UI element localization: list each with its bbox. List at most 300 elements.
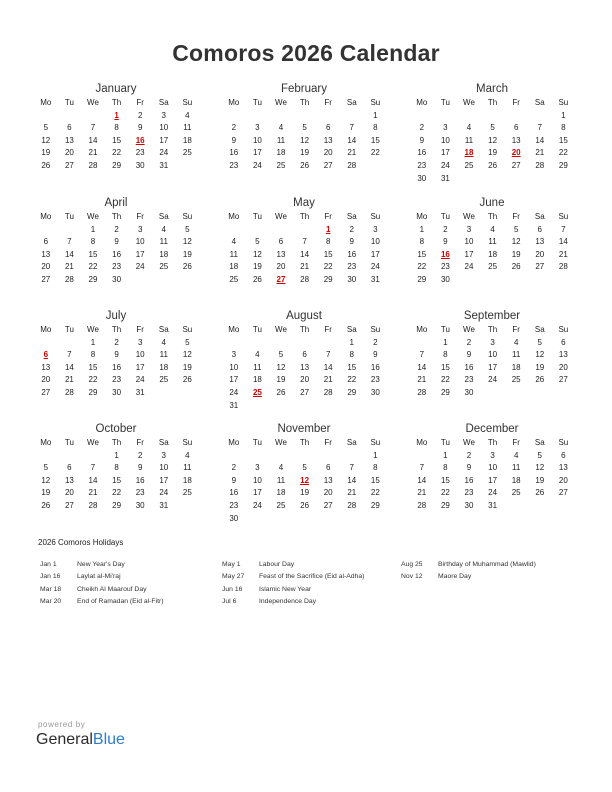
day-cell: 1: [349, 337, 354, 347]
day-cell: 23: [370, 375, 380, 385]
day-cell: 30: [417, 173, 427, 183]
weekday-header: Sa: [534, 325, 545, 334]
day-cell: 11: [276, 475, 286, 485]
day-cell: 16: [112, 362, 122, 372]
holiday-name: Birthday of Muhammad (Mawlid): [438, 561, 536, 568]
day-cell: 1: [561, 110, 566, 120]
weekday-header: Su: [558, 98, 569, 107]
day-cell: 7: [67, 350, 72, 360]
day-cell: 12: [276, 362, 286, 372]
day-cell: 4: [278, 123, 284, 133]
day-cell: 25: [511, 375, 521, 385]
weekday-header: Mo: [416, 438, 428, 447]
day-cell: 22: [440, 375, 450, 385]
day-cell: 25: [159, 375, 169, 385]
day-cell: 26: [535, 375, 545, 385]
day-cell: 4: [255, 350, 260, 360]
day-cell: 17: [488, 362, 498, 372]
day-cell: 25: [276, 160, 286, 170]
holiday-date-label: Mar 20: [40, 597, 62, 605]
day-cell: 21: [417, 375, 427, 385]
empty-cell: [457, 110, 481, 123]
holiday-date-label: Jan 1: [40, 561, 57, 568]
day-cell: 31: [135, 387, 145, 397]
day-cell: 6: [67, 463, 72, 473]
day-cell: 29: [323, 274, 333, 284]
empty-cell: [58, 224, 82, 237]
day-cell: 27: [511, 160, 521, 170]
weekday-header: Sa: [346, 325, 357, 334]
weekday-header: Mo: [228, 325, 240, 334]
day-cell: 17: [370, 249, 380, 259]
weekday-header: Tu: [252, 438, 262, 447]
day-cell: 19: [252, 262, 262, 272]
month-june: [410, 196, 574, 287]
weekday-header: Sa: [346, 212, 357, 221]
day-cell: 8: [373, 123, 378, 133]
weekday-header: Th: [111, 325, 122, 334]
day-cell: 15: [440, 362, 450, 372]
day-cell: 21: [558, 249, 568, 259]
weekday-header: Fr: [136, 212, 144, 221]
weekday-header: Su: [370, 325, 381, 334]
weekday-header: Tu: [64, 325, 74, 334]
day-cell: 5: [185, 337, 190, 347]
weekday-header: Th: [299, 325, 310, 334]
day-cell: 26: [182, 375, 192, 385]
day-cell: 15: [112, 475, 122, 485]
day-cell: 31: [159, 160, 169, 170]
day-cell: 5: [302, 123, 307, 133]
weekday-header: Su: [182, 98, 193, 107]
weekday-header: We: [87, 325, 99, 334]
day-cell: 23: [417, 160, 427, 170]
day-cell: 2: [466, 450, 472, 460]
holiday-name: Laylat al-Mi'raj: [77, 573, 121, 581]
day-cell: 1: [114, 450, 119, 460]
day-cell: 19: [300, 148, 310, 158]
day-cell: 7: [90, 123, 96, 133]
day-cell: 21: [347, 148, 357, 158]
month-november: [222, 422, 386, 525]
day-cell: 17: [135, 249, 145, 259]
day-cell: 4: [490, 224, 495, 234]
day-cell: 14: [323, 362, 333, 372]
day-cell: 30: [370, 387, 380, 397]
day-cell: 2: [373, 337, 378, 347]
empty-cell: [246, 337, 270, 350]
day-cell: 19: [276, 375, 286, 385]
day-cell: 21: [64, 262, 74, 272]
holiday-row: [40, 596, 164, 608]
day-cell: 12: [41, 475, 51, 485]
day-cell: 3: [490, 450, 495, 460]
weekday-header: Sa: [346, 438, 357, 447]
day-cell: 15: [347, 362, 357, 372]
day-cell: 29: [370, 500, 380, 510]
month-name: August: [286, 310, 322, 322]
day-cell: 24: [488, 375, 498, 385]
month-name: September: [463, 310, 521, 322]
day-cell: 29: [88, 274, 98, 284]
day-cell: 19: [182, 362, 192, 372]
day-cell: 11: [183, 123, 192, 133]
day-cell: 3: [161, 110, 166, 120]
day-cell: 1: [373, 110, 378, 120]
month-days-grid: [34, 437, 198, 513]
weekday-header: Su: [558, 325, 569, 334]
day-cell: 11: [159, 350, 168, 360]
day-cell: 2: [231, 463, 237, 473]
day-cell: 12: [535, 463, 545, 473]
day-cell: 15: [417, 249, 427, 259]
weekday-header: Fr: [324, 212, 332, 221]
day-cell: 15: [370, 135, 380, 145]
empty-cell: [34, 110, 58, 123]
day-cell: 4: [185, 450, 190, 460]
day-cell: 27: [323, 500, 333, 510]
day-cell: 14: [64, 249, 74, 259]
weekday-header: Sa: [158, 98, 169, 107]
weekday-header: Fr: [324, 98, 332, 107]
weekday-header: Th: [487, 325, 498, 334]
weekday-header: Mo: [40, 98, 52, 107]
month-days-grid: [410, 324, 574, 400]
day-cell: 30: [135, 160, 145, 170]
day-cell: 25: [229, 274, 239, 284]
day-cell: 10: [488, 350, 498, 360]
day-cell: 28: [323, 387, 333, 397]
day-cell: 8: [419, 237, 425, 247]
month-august: [222, 309, 386, 412]
holiday-name: Maore Day: [438, 573, 472, 581]
weekday-header: Th: [111, 438, 122, 447]
weekday-header: Su: [182, 438, 193, 447]
day-cell: 5: [278, 350, 284, 360]
day-cell: 16: [417, 148, 427, 158]
weekday-header: Sa: [534, 438, 545, 447]
empty-cell: [340, 110, 364, 123]
empty-cell: [81, 450, 105, 463]
month-days-grid: [410, 437, 574, 513]
day-cell: 31: [159, 500, 169, 510]
weekday-header: We: [463, 325, 475, 334]
day-cell: 16: [112, 249, 122, 259]
empty-cell: [58, 110, 82, 123]
day-cell: 21: [535, 148, 545, 158]
month-days-grid: [34, 97, 198, 173]
day-cell: 27: [558, 375, 568, 385]
day-cell: 18: [229, 262, 239, 272]
day-cell: 22: [323, 262, 333, 272]
day-cell: 26: [488, 160, 498, 170]
day-cell: 23: [135, 148, 145, 158]
weekday-header: Tu: [64, 98, 74, 107]
day-cell: 7: [325, 350, 331, 360]
day-cell: 23: [347, 262, 357, 272]
day-cell: 4: [161, 337, 166, 347]
weekday-header: Tu: [440, 438, 450, 447]
empty-cell: [340, 450, 364, 463]
day-cell: 30: [112, 387, 122, 397]
day-cell: 3: [231, 350, 237, 360]
month-march: [410, 82, 574, 185]
day-cell: 2: [114, 224, 119, 234]
day-cell: 25: [182, 148, 192, 158]
empty-cell: [222, 224, 246, 237]
holiday-date-label: Jul 6: [222, 597, 237, 605]
day-cell: 18: [276, 148, 286, 158]
day-cell: 20: [558, 362, 568, 372]
day-cell: 17: [229, 375, 239, 385]
day-cell: 14: [300, 249, 310, 259]
holiday-row: [222, 584, 364, 596]
day-cell: 22: [112, 488, 122, 498]
day-cell: 22: [347, 375, 357, 385]
holiday-date: 16: [135, 135, 145, 145]
day-cell: 4: [231, 237, 237, 247]
day-cell: 5: [490, 123, 495, 133]
day-cell: 29: [112, 500, 122, 510]
day-cell: 23: [440, 262, 450, 272]
day-cell: 7: [349, 123, 354, 133]
day-cell: 28: [64, 274, 74, 284]
day-cell: 10: [135, 350, 145, 360]
empty-cell: [246, 110, 270, 123]
day-cell: 25: [488, 262, 498, 272]
empty-cell: [481, 110, 505, 123]
empty-cell: [81, 110, 105, 123]
day-cell: 25: [159, 262, 169, 272]
day-cell: 27: [323, 160, 333, 170]
day-cell: 14: [558, 237, 568, 247]
month-name: May: [293, 197, 315, 209]
holiday-date: 1: [114, 110, 119, 120]
day-cell: 6: [561, 450, 566, 460]
day-cell: 12: [300, 135, 310, 145]
day-cell: 30: [464, 387, 474, 397]
day-cell: 6: [513, 123, 519, 133]
day-cell: 6: [67, 123, 72, 133]
day-cell: 14: [417, 475, 427, 485]
generalblue-logo[interactable]: [36, 731, 125, 749]
holiday-date-label: Jun 16: [222, 585, 243, 593]
day-cell: 30: [440, 274, 450, 284]
month-name: December: [465, 423, 519, 435]
holiday-name: Labour Day: [259, 561, 295, 568]
empty-cell: [269, 110, 293, 123]
empty-cell: [269, 337, 293, 350]
day-cell: 22: [417, 262, 427, 272]
month-name: November: [277, 423, 331, 435]
weekday-header: Fr: [136, 325, 144, 334]
day-cell: 1: [443, 450, 448, 460]
empty-cell: [269, 224, 293, 237]
weekday-header: Th: [487, 438, 498, 447]
day-cell: 18: [276, 488, 286, 498]
weekday-header: We: [87, 212, 99, 221]
holiday-date-label: May 27: [222, 573, 245, 581]
month-name: January: [95, 83, 137, 95]
day-cell: 9: [349, 237, 354, 247]
day-cell: 2: [231, 123, 237, 133]
day-cell: 28: [88, 160, 98, 170]
day-cell: 24: [135, 262, 145, 272]
day-cell: 24: [252, 500, 262, 510]
day-cell: 26: [511, 262, 521, 272]
day-cell: 8: [443, 350, 448, 360]
day-cell: 9: [137, 123, 143, 133]
holiday-row: [401, 559, 536, 571]
day-cell: 13: [41, 362, 51, 372]
weekday-header: We: [463, 212, 475, 221]
day-cell: 23: [464, 375, 474, 385]
weekday-header: We: [463, 438, 475, 447]
weekday-header: Su: [370, 212, 381, 221]
weekday-header: Tu: [440, 325, 450, 334]
weekday-header: Th: [111, 212, 122, 221]
month-days-grid: [222, 97, 386, 173]
day-cell: 23: [135, 488, 145, 498]
month-name: April: [104, 197, 128, 209]
day-cell: 21: [64, 375, 74, 385]
weekday-header: Fr: [136, 98, 144, 107]
weekday-header: Tu: [252, 98, 262, 107]
day-cell: 9: [231, 475, 237, 485]
day-cell: 25: [511, 488, 521, 498]
day-cell: 19: [182, 249, 192, 259]
day-cell: 11: [159, 237, 168, 247]
day-cell: 14: [88, 135, 98, 145]
day-cell: 20: [276, 262, 286, 272]
day-cell: 17: [252, 148, 262, 158]
day-cell: 13: [276, 249, 286, 259]
weekday-header: Fr: [512, 438, 520, 447]
day-cell: 26: [300, 160, 310, 170]
day-cell: 28: [300, 274, 310, 284]
empty-cell: [269, 450, 293, 463]
day-cell: 4: [161, 224, 166, 234]
empty-cell: [410, 450, 434, 463]
day-cell: 5: [537, 450, 542, 460]
day-cell: 3: [443, 123, 448, 133]
day-cell: 10: [135, 237, 145, 247]
day-cell: 27: [300, 387, 310, 397]
day-cell: 9: [466, 463, 472, 473]
day-cell: 19: [511, 249, 521, 259]
day-cell: 28: [347, 160, 357, 170]
day-cell: 15: [440, 475, 450, 485]
day-cell: 12: [511, 237, 521, 247]
day-cell: 8: [373, 463, 378, 473]
day-cell: 8: [114, 463, 119, 473]
empty-cell: [293, 450, 317, 463]
day-cell: 28: [347, 500, 357, 510]
weekday-header: Sa: [158, 212, 169, 221]
holiday-column: [222, 559, 364, 608]
weekday-header: Tu: [64, 438, 74, 447]
day-cell: 20: [64, 488, 74, 498]
day-cell: 12: [182, 350, 192, 360]
day-cell: 26: [276, 387, 286, 397]
day-cell: 3: [161, 450, 166, 460]
day-cell: 3: [137, 224, 143, 234]
day-cell: 6: [537, 224, 542, 234]
month-days-grid: [222, 324, 386, 412]
day-cell: 20: [535, 249, 545, 259]
day-cell: 5: [43, 463, 49, 473]
month-name: March: [476, 83, 508, 95]
weekday-header: We: [275, 98, 287, 107]
weekday-header: Fr: [512, 98, 520, 107]
weekday-header: Sa: [534, 98, 545, 107]
month-name: October: [95, 423, 137, 435]
weekday-header: Sa: [158, 325, 169, 334]
day-cell: 23: [112, 375, 122, 385]
day-cell: 29: [347, 387, 357, 397]
day-cell: 12: [488, 135, 498, 145]
holiday-date: 20: [511, 148, 521, 158]
day-cell: 8: [90, 350, 96, 360]
holiday-date: 1: [325, 224, 331, 234]
day-cell: 14: [347, 475, 357, 485]
day-cell: 18: [159, 362, 169, 372]
day-cell: 5: [185, 224, 190, 234]
day-cell: 11: [512, 463, 521, 473]
day-cell: 28: [88, 500, 98, 510]
empty-cell: [316, 337, 340, 350]
day-cell: 24: [488, 488, 498, 498]
day-cell: 3: [373, 224, 378, 234]
day-cell: 23: [229, 500, 239, 510]
day-cell: 19: [535, 362, 545, 372]
day-cell: 13: [300, 362, 310, 372]
holiday-column: [401, 559, 536, 584]
day-cell: 30: [347, 274, 357, 284]
day-cell: 21: [300, 262, 310, 272]
weekday-header: We: [275, 438, 287, 447]
weekday-header: Sa: [534, 212, 545, 221]
holiday-row: [40, 584, 164, 596]
day-cell: 11: [229, 249, 238, 259]
day-cell: 10: [159, 123, 169, 133]
day-cell: 10: [252, 135, 262, 145]
day-cell: 24: [252, 160, 262, 170]
day-cell: 15: [88, 249, 98, 259]
day-cell: 16: [464, 475, 474, 485]
day-cell: 22: [370, 148, 380, 158]
weekday-header: Tu: [440, 98, 450, 107]
day-cell: 19: [535, 475, 545, 485]
weekday-header: Tu: [64, 212, 74, 221]
day-cell: 6: [278, 237, 284, 247]
day-cell: 4: [278, 463, 284, 473]
day-cell: 13: [64, 475, 74, 485]
weekday-header: Fr: [324, 438, 332, 447]
month-february: [222, 82, 386, 173]
day-cell: 22: [370, 488, 380, 498]
day-cell: 25: [276, 500, 286, 510]
day-cell: 9: [114, 350, 119, 360]
empty-cell: [410, 337, 434, 350]
day-cell: 21: [88, 148, 98, 158]
day-cell: 10: [229, 362, 239, 372]
day-cell: 28: [417, 500, 427, 510]
day-cell: 4: [466, 123, 472, 133]
day-cell: 24: [135, 375, 145, 385]
day-cell: 9: [114, 237, 119, 247]
month-september: [410, 309, 574, 400]
